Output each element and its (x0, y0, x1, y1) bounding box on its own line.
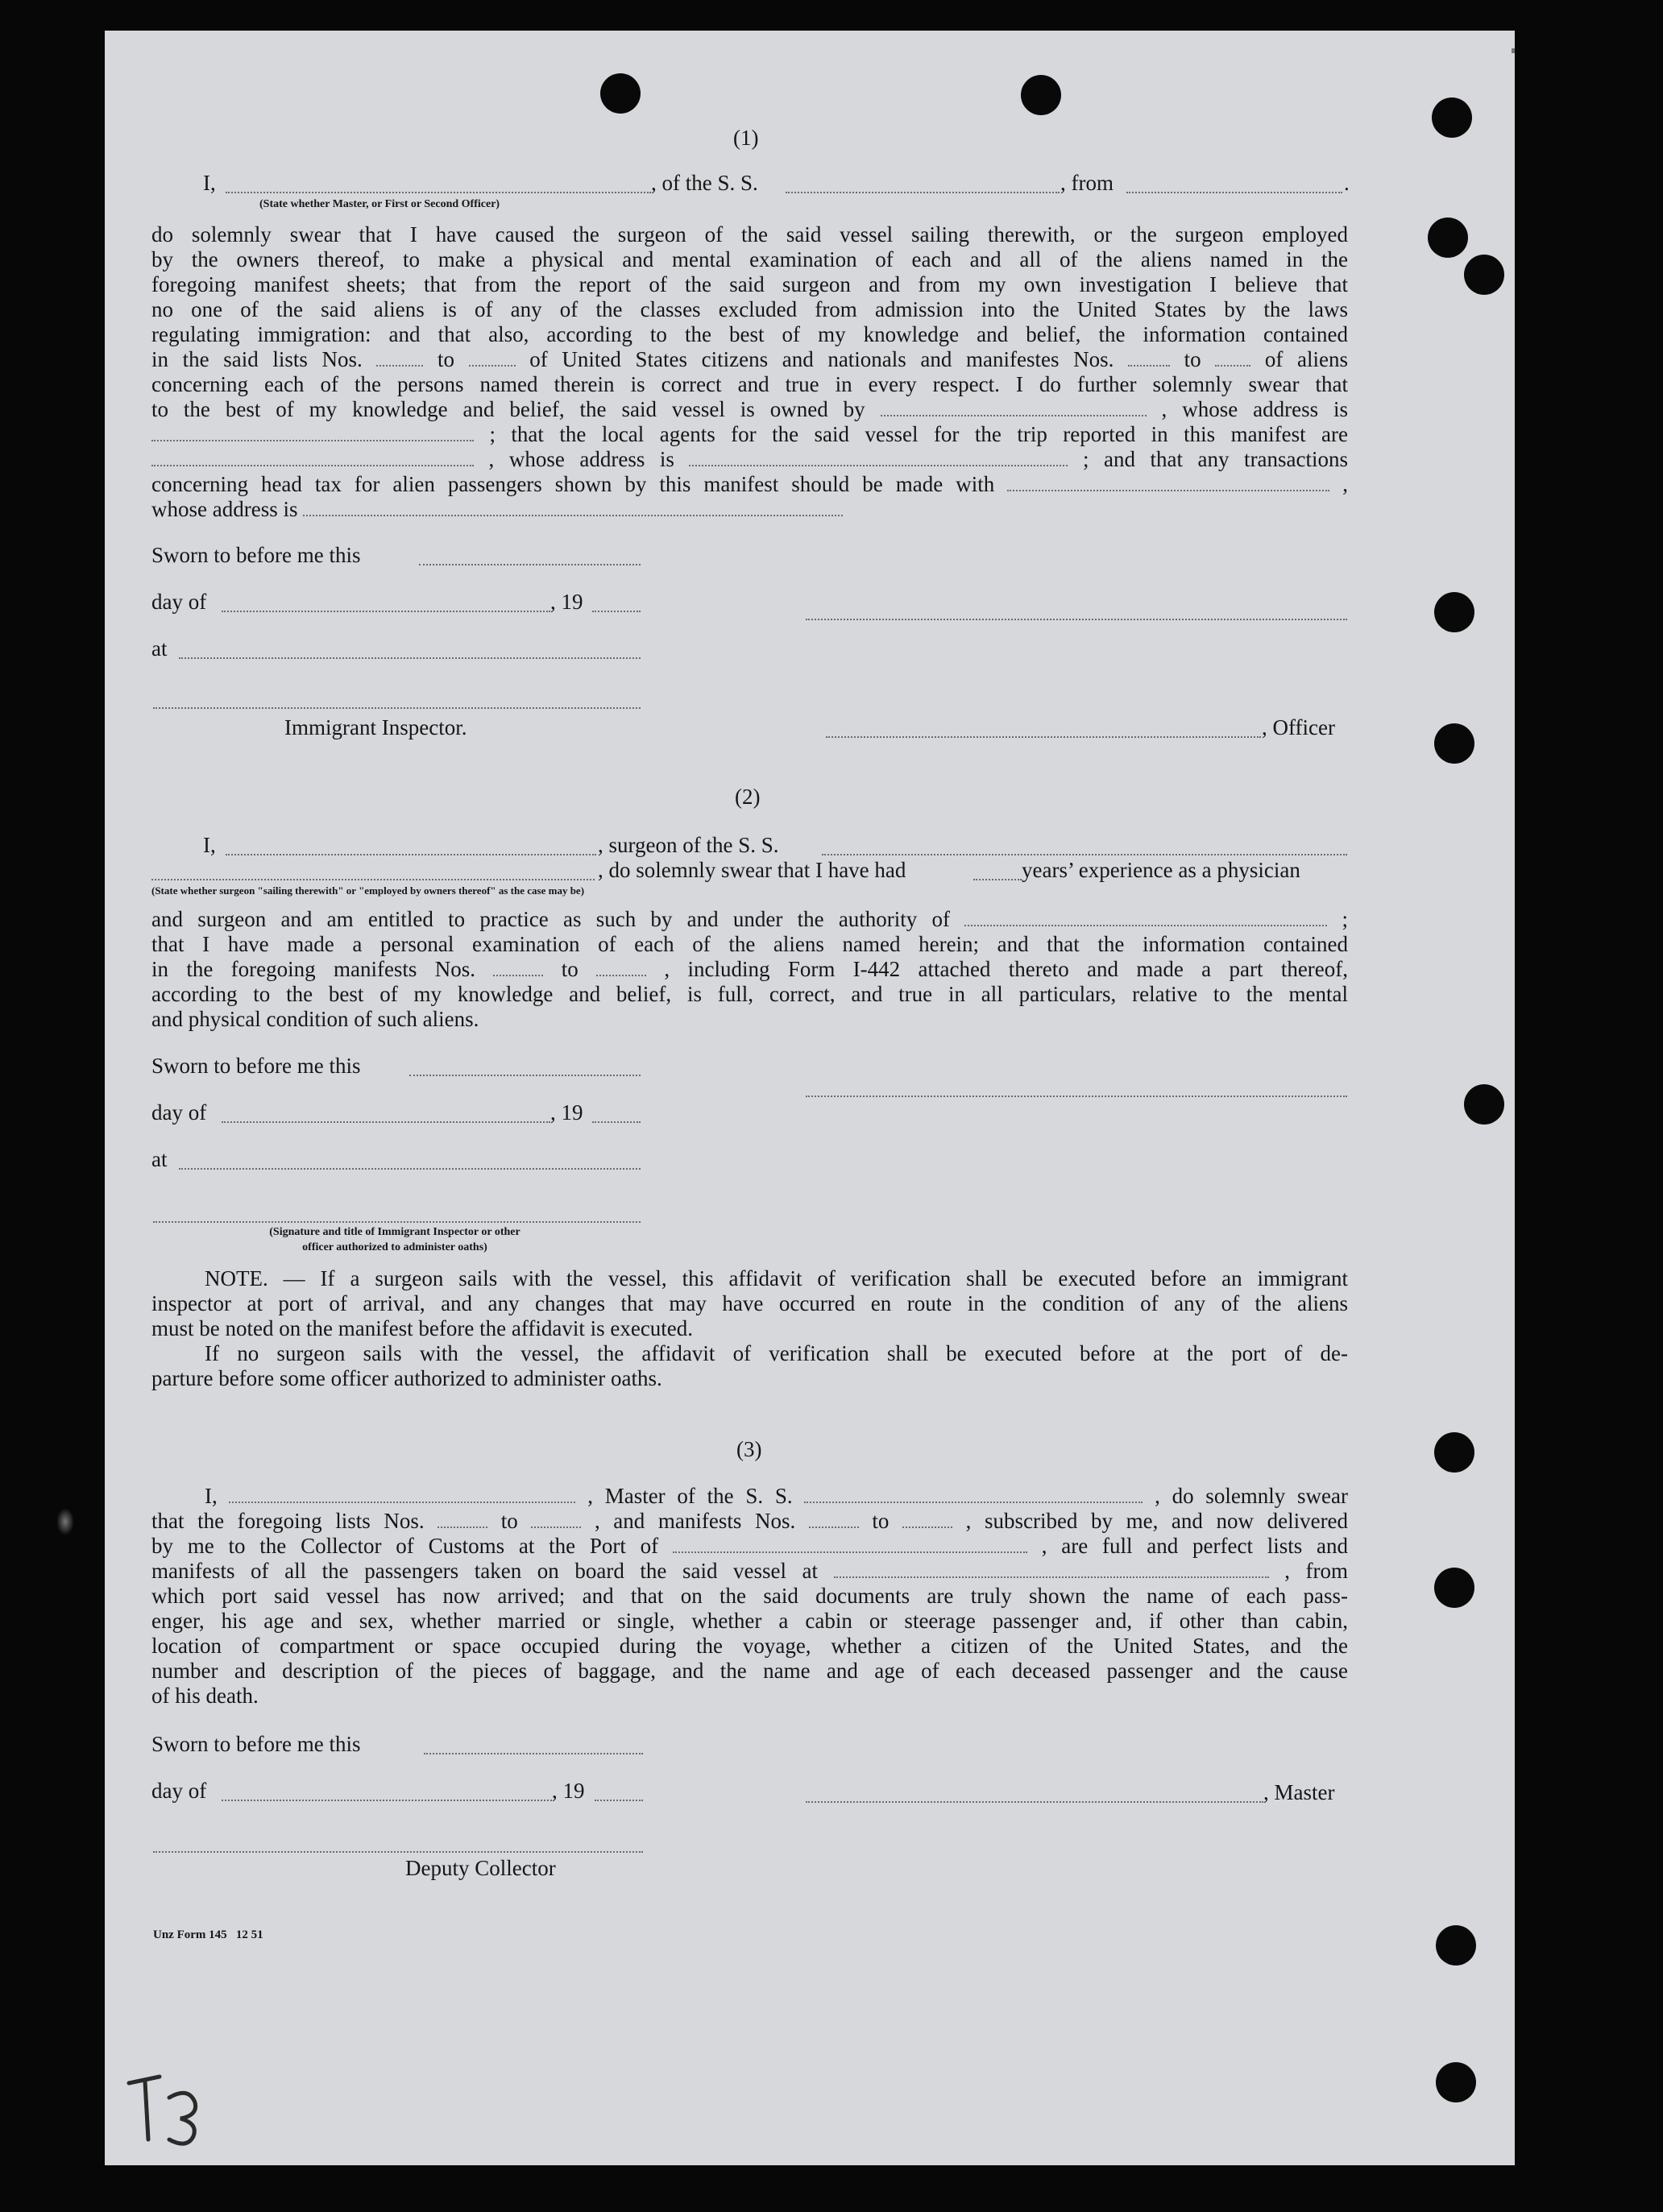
text: in the said lists Nos. (151, 347, 363, 371)
at-label: at (151, 1147, 168, 1171)
sworn-place-field[interactable] (179, 1168, 641, 1170)
manifest-to-field[interactable] (1215, 349, 1250, 367)
owner-address-field[interactable] (151, 424, 474, 441)
body-line: by the owners thereof, to make a physical and mental examination of each and all of the aliens named in the (151, 247, 1348, 271)
manifest-from-field[interactable] (809, 1510, 859, 1528)
surgeon-role-field[interactable] (151, 879, 595, 880)
body-line: no one of the said aliens is of any of the classes excluded from admission into the United States by the laws (151, 297, 1348, 321)
list-from-field[interactable] (376, 349, 423, 367)
text: , from (1284, 1559, 1348, 1583)
section-2-number: (2) (735, 785, 761, 809)
text: ; (1342, 907, 1348, 931)
text: that the foregoing lists Nos. (151, 1509, 425, 1533)
sworn-label: Sworn to before me this (151, 543, 361, 567)
note-line: inspector at port of arrival, and any changes that may have occurred en route in the condition of any of the aliens (151, 1291, 1348, 1315)
body-line-head-tax (151, 472, 1348, 497)
master-name-field[interactable] (229, 1485, 575, 1503)
body-line: concerning each of the persons named therein is correct and true in every respect. I do further solemnly swear that (151, 372, 1348, 396)
text: whose address is (151, 497, 298, 521)
punch-hole (1436, 2062, 1476, 2102)
punch-hole (1434, 1432, 1474, 1473)
text: to (872, 1509, 890, 1533)
body-line: according to the best of my knowledge and belief, is full, correct, and true in all particulars, relative to the mental (151, 982, 1348, 1006)
text: manifests of all the passengers taken on board the said vessel at (151, 1559, 819, 1583)
body-line: and physical condition of such aliens. (151, 1007, 479, 1031)
punch-hole (600, 73, 641, 114)
text: to (1184, 347, 1201, 371)
inspector-signature-line[interactable] (153, 1221, 641, 1223)
agent-address-field[interactable] (689, 449, 1068, 466)
list-to-field[interactable] (469, 349, 516, 367)
sworn-year-field[interactable] (592, 611, 641, 612)
note-block (151, 1266, 1348, 1391)
body-line-lists (151, 347, 1348, 372)
text: and surgeon and am entitled to practice as such by and under the authority of (151, 907, 951, 931)
scan-speck (1512, 48, 1515, 53)
master-vessel-field[interactable] (804, 1485, 1143, 1503)
years-label: years’ experience as a physician (1022, 858, 1300, 882)
list-to-field[interactable] (531, 1510, 581, 1528)
day-of-label: day of (151, 1779, 207, 1803)
sworn-place-field[interactable] (179, 657, 641, 659)
body-line-master (151, 1484, 1348, 1509)
text: by me to the Collector of Customs at the Port of (151, 1534, 659, 1558)
text: to (561, 957, 579, 981)
surgeon-name-field[interactable] (226, 854, 596, 855)
text: to (500, 1509, 518, 1533)
body-line-owner (151, 397, 1348, 422)
body-line-authority (151, 907, 1348, 932)
note-line: NOTE. — If a surgeon sails with the vessel, this affidavit of verification shall be executed before an immigrant (205, 1266, 1348, 1290)
text: , including Form I-442 attached thereto and made a part thereof, (664, 957, 1348, 981)
punch-hole (1434, 1568, 1474, 1608)
text: , whose address is (1161, 397, 1348, 421)
body-line-whose-address (151, 497, 1348, 522)
oath-i-label: I, (203, 833, 216, 857)
owner-field[interactable] (881, 399, 1147, 416)
punch-hole (1464, 255, 1504, 295)
body-line: foregoing manifest sheets; that from the report of the said surgeon and from my own investigation I believe that (151, 272, 1348, 296)
section-3-number: (3) (736, 1437, 762, 1461)
sworn-day-field[interactable] (419, 564, 641, 565)
text: , are full and perfect lists and (1041, 1534, 1348, 1558)
text: concerning head tax for alien passengers shown by this manifest should be made with (151, 472, 995, 496)
manifest-to-field[interactable] (596, 959, 646, 976)
vessel-name-field[interactable] (786, 192, 1060, 193)
deputy-collector-label: Deputy Collector (405, 1856, 556, 1880)
day-of-label: day of (151, 590, 207, 614)
punch-hole (1464, 1084, 1504, 1125)
master-signature-line[interactable] (806, 1801, 1263, 1803)
text: to (438, 347, 455, 371)
surgeon-vessel-field[interactable] (822, 854, 1347, 855)
day-of-label: day of (151, 1100, 207, 1125)
officer-signature-line-2[interactable] (826, 736, 1261, 738)
body-line: number and description of the pieces of baggage, and the name and age of each deceased passenger and the cause (151, 1659, 1348, 1683)
text: in the foregoing manifests Nos. (151, 957, 476, 981)
body-line-boarding (151, 1559, 1348, 1584)
surgeon-signature-line[interactable] (806, 1096, 1347, 1097)
text: of United States citizens and nationals and manifestes Nos. (529, 347, 1114, 371)
years-experience-field[interactable] (973, 879, 1022, 880)
period: . (1344, 171, 1350, 195)
sworn-year-field[interactable] (595, 1800, 643, 1801)
manifest-from-field[interactable] (493, 959, 543, 976)
text: , do solemnly swear (1155, 1484, 1348, 1508)
punch-hole (1436, 1925, 1476, 1966)
text: , subscribed by me, and now delivered (965, 1509, 1348, 1533)
text: , whose address is (488, 447, 674, 471)
form-id: Unz Form 145 12 51 (153, 1928, 263, 1941)
authority-field[interactable] (964, 909, 1327, 926)
oath-i-label: I, (203, 171, 216, 195)
text: , Master of the S. S. (587, 1484, 793, 1508)
body-line: enger, his age and sex, whether married or single, whether a cabin or steerage passenger and, if other than cabin, (151, 1609, 1348, 1633)
port-field[interactable] (673, 1535, 1027, 1553)
year-label: , 19 (552, 1779, 585, 1803)
boarding-port-field[interactable] (834, 1560, 1269, 1578)
at-label: at (151, 636, 168, 661)
text: ; that the local agents for the said vessel for the trip reported in this manifest are (489, 422, 1348, 446)
sworn-month-field[interactable] (222, 611, 550, 612)
from-label: , from (1060, 171, 1114, 195)
officer-signature-line-1[interactable] (806, 619, 1347, 620)
sworn-month-field[interactable] (222, 1121, 550, 1123)
sworn-month-field[interactable] (222, 1800, 552, 1801)
text: , (1342, 472, 1348, 496)
deputy-signature-line[interactable] (153, 1851, 643, 1853)
body-line: regulating immigration: and that also, according to the best of my knowledge and belief, the information contained (151, 322, 1348, 346)
local-agents-field[interactable] (151, 449, 474, 466)
note-line: parture before some officer authorized to administer oaths. (151, 1366, 662, 1390)
surgeon-role-note: (State whether surgeon "sailing therewith" or "employed by owners thereof" as the case may be) (151, 884, 585, 897)
inspector-signature-line[interactable] (153, 707, 641, 709)
note-line: must be noted on the manifest before the affidavit is executed. (151, 1316, 694, 1340)
body-line-port (151, 1534, 1348, 1559)
sworn-day-field[interactable] (409, 1075, 641, 1076)
head-tax-contact-field[interactable] (1007, 474, 1329, 491)
scan-smudge (56, 1508, 74, 1535)
section-3-body (151, 1484, 1348, 1709)
section-1-body (151, 222, 1348, 522)
body-line-agents (151, 422, 1348, 447)
body-line-manifests (151, 957, 1348, 982)
swear-label: , do solemnly swear that I have had (598, 858, 906, 882)
text: I, (205, 1484, 218, 1508)
section-1-number: (1) (733, 126, 759, 150)
text: , and manifests Nos. (594, 1509, 796, 1533)
from-port-field[interactable] (1126, 192, 1342, 193)
officer-name-field[interactable] (226, 192, 651, 193)
master-label: , Master (1263, 1780, 1335, 1804)
text: to the best of my knowledge and belief, the said vessel is owned by (151, 397, 865, 421)
sworn-label: Sworn to before me this (151, 1054, 361, 1078)
sworn-label: Sworn to before me this (151, 1732, 361, 1756)
body-line: do solemnly swear that I have caused the surgeon of the said vessel sailing therewith, or the surgeon employed (151, 222, 1348, 246)
surgeon-of-label: , surgeon of the S. S. (598, 833, 779, 857)
signature-note-2: officer authorized to administer oaths) (302, 1241, 487, 1253)
year-label: , 19 (550, 590, 583, 614)
note-line: If no surgeon sails with the vessel, the affidavit of verification shall be executed before at the port of de- (205, 1341, 1348, 1365)
head-tax-address-field[interactable] (303, 499, 843, 516)
text: ; and that any transactions (1082, 447, 1348, 471)
sworn-year-field[interactable] (592, 1121, 641, 1123)
manifest-to-field[interactable] (902, 1510, 952, 1528)
body-line-lists (151, 1509, 1348, 1534)
manifest-from-field[interactable] (1128, 349, 1170, 367)
section-2-body (151, 907, 1348, 1032)
body-line: which port said vessel has now arrived; and that on the said documents are truly shown the name of each pass- (151, 1584, 1348, 1608)
year-label: , 19 (550, 1100, 583, 1125)
inspector-label: Immigrant Inspector. (284, 715, 467, 739)
body-line: location of compartment or space occupied during the voyage, whether a citizen of the United States, and the (151, 1634, 1348, 1658)
officer-role-note: (State whether Master, or First or Second Officer) (259, 198, 500, 210)
handwritten-mark (121, 2062, 218, 2159)
text: of aliens (1264, 347, 1348, 371)
punch-hole (1432, 97, 1472, 138)
officer-label: , Officer (1262, 715, 1335, 739)
punch-hole (1021, 75, 1061, 115)
list-from-field[interactable] (438, 1510, 487, 1528)
signature-note-1: (Signature and title of Immigrant Inspector or other (269, 1226, 520, 1238)
body-line: of his death. (151, 1684, 259, 1708)
body-line-agent-address (151, 447, 1348, 472)
of-the-ss-label: , of the S. S. (651, 171, 758, 195)
sworn-day-field[interactable] (424, 1753, 643, 1754)
body-line: that I have made a personal examination of each of the aliens named herein; and that the information contained (151, 932, 1348, 956)
punch-hole (1434, 592, 1474, 632)
punch-hole (1434, 723, 1474, 764)
punch-hole (1428, 217, 1468, 258)
